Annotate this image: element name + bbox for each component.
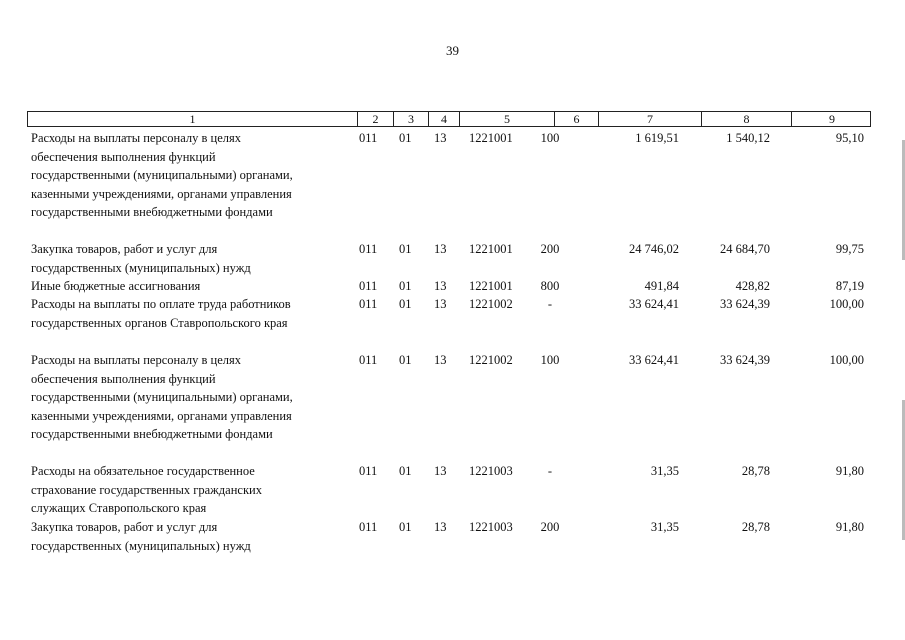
row-description xyxy=(31,351,351,444)
cell-subsection: 13 xyxy=(434,131,447,145)
header-col-9: 9 xyxy=(791,112,872,126)
cell-ministry-code: 011 xyxy=(359,520,378,534)
cell-subsection: 13 xyxy=(434,353,447,367)
description-line: Расходы на выплаты по оплате труда работников xyxy=(31,297,291,311)
row-description xyxy=(31,240,351,277)
cell-percent: 91,80 xyxy=(835,464,864,478)
cell-target-article: 1221001 xyxy=(469,279,513,293)
cell-ministry-code: 011 xyxy=(359,353,378,367)
description-line: государственных (муниципальных) нужд xyxy=(31,260,251,275)
cell-ministry-code: 011 xyxy=(359,242,378,256)
description-line: государственных органов Ставропольского края xyxy=(31,315,288,330)
row-description xyxy=(31,518,351,555)
header-col-8: 8 xyxy=(701,112,791,126)
cell-subsection: 13 xyxy=(434,520,447,534)
row-description xyxy=(31,277,351,296)
cell-section: 01 xyxy=(399,131,412,145)
cell-percent: 95,10 xyxy=(835,131,864,145)
description-line: Иные бюджетные ассигнования xyxy=(31,279,201,293)
header-col-5: 5 xyxy=(459,112,554,126)
cell-section: 01 xyxy=(399,279,412,293)
cell-target-article: 1221001 xyxy=(469,131,513,145)
description-line: государственных (муниципальных) нужд xyxy=(31,538,251,553)
cell-percent: 100,00 xyxy=(829,297,864,311)
cell-section: 01 xyxy=(399,464,412,478)
cell-target-article: 1221002 xyxy=(469,297,513,311)
cell-amount-actual: 1 540,12 xyxy=(726,131,770,145)
description-line: казенными учреждениями, органами управления xyxy=(31,408,292,423)
description-line: обеспечения выполнения функций xyxy=(31,149,216,164)
cell-ministry-code: 011 xyxy=(359,297,378,311)
description-line: страхование государственных гражданских xyxy=(31,482,262,497)
row-description xyxy=(31,462,351,518)
cell-expense-type: 800 xyxy=(540,279,560,293)
description-line: Расходы на обязательное государственное xyxy=(31,464,255,478)
cell-percent: 100,00 xyxy=(829,353,864,367)
cell-amount-actual: 33 624,39 xyxy=(720,297,770,311)
cell-amount-planned: 33 624,41 xyxy=(629,297,679,311)
cell-amount-planned: 24 746,02 xyxy=(629,242,679,256)
header-col-2: 2 xyxy=(357,112,393,126)
header-col-1: 1 xyxy=(189,112,196,126)
cell-section: 01 xyxy=(399,520,412,534)
cell-target-article: 1221003 xyxy=(469,464,513,478)
header-col-6: 6 xyxy=(554,112,598,126)
cell-amount-actual: 28,78 xyxy=(741,464,770,478)
cell-subsection: 13 xyxy=(434,279,447,293)
cell-expense-type: 200 xyxy=(540,242,560,256)
cell-section: 01 xyxy=(399,297,412,311)
cell-percent: 87,19 xyxy=(835,279,864,293)
table-header xyxy=(27,111,871,127)
cell-target-article: 1221002 xyxy=(469,353,513,367)
cell-amount-planned: 491,84 xyxy=(644,279,679,293)
cell-percent: 91,80 xyxy=(835,520,864,534)
header-col-7: 7 xyxy=(598,112,701,126)
description-line: Расходы на выплаты персоналу в целях xyxy=(31,131,241,145)
description-line: Закупка товаров, работ и услуг для xyxy=(31,520,218,534)
cell-section: 01 xyxy=(399,353,412,367)
cell-amount-planned: 31,35 xyxy=(650,520,679,534)
row-description xyxy=(31,129,351,222)
description-line: обеспечения выполнения функций xyxy=(31,371,216,386)
cell-ministry-code: 011 xyxy=(359,131,378,145)
description-line: Закупка товаров, работ и услуг для xyxy=(31,242,218,256)
description-line: Расходы на выплаты персоналу в целях xyxy=(31,353,241,367)
cell-section: 01 xyxy=(399,242,412,256)
cell-expense-type: - xyxy=(547,297,553,311)
cell-ministry-code: 011 xyxy=(359,279,378,293)
cell-percent: 99,75 xyxy=(835,242,864,256)
cell-subsection: 13 xyxy=(434,464,447,478)
description-line: государственными внебюджетными фондами xyxy=(31,205,273,219)
description-line: казенными учреждениями, органами управления xyxy=(31,186,292,201)
row-description xyxy=(31,295,351,332)
cell-amount-planned: 1 619,51 xyxy=(635,131,679,145)
cell-amount-planned: 31,35 xyxy=(650,464,679,478)
description-line: служащих Ставропольского края xyxy=(31,501,207,515)
cell-subsection: 13 xyxy=(434,242,447,256)
cell-ministry-code: 011 xyxy=(359,464,378,478)
cell-expense-type: 100 xyxy=(540,353,560,367)
cell-amount-actual: 28,78 xyxy=(741,520,770,534)
cell-expense-type: 100 xyxy=(540,131,560,145)
description-line: государственными внебюджетными фондами xyxy=(31,427,273,441)
description-line: государственными (муниципальными) органами, xyxy=(31,168,293,182)
cell-amount-planned: 33 624,41 xyxy=(629,353,679,367)
cell-amount-actual: 33 624,39 xyxy=(720,353,770,367)
description-line: государственными (муниципальными) органами, xyxy=(31,390,293,404)
cell-amount-actual: 24 684,70 xyxy=(720,242,770,256)
cell-expense-type: - xyxy=(547,464,553,478)
header-col-3: 3 xyxy=(393,112,428,126)
cell-subsection: 13 xyxy=(434,297,447,311)
cell-expense-type: 200 xyxy=(540,520,560,534)
cell-target-article: 1221003 xyxy=(469,520,513,534)
cell-amount-actual: 428,82 xyxy=(735,279,770,293)
cell-target-article: 1221001 xyxy=(469,242,513,256)
page-number: 39 xyxy=(446,43,459,58)
header-col-4: 4 xyxy=(428,112,459,126)
